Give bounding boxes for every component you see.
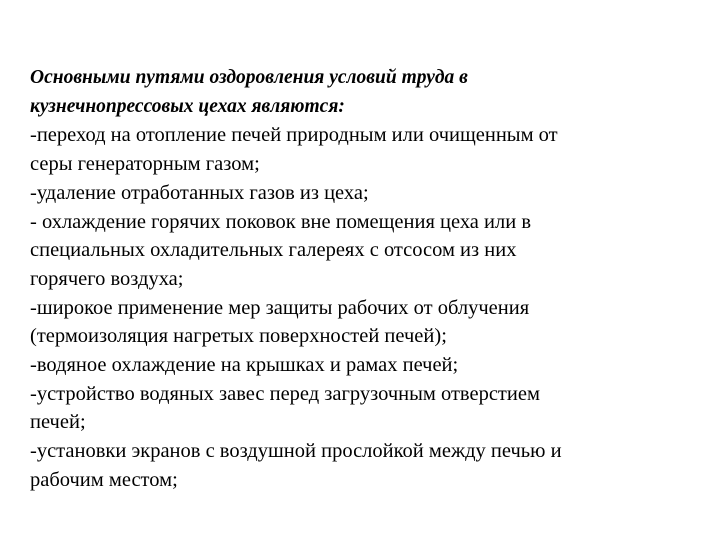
list-item-line: -установки экранов с воздушной прослойкой между печью и <box>30 440 562 463</box>
measures-list <box>30 121 700 494</box>
list-item-line: специальных охладительных галереях с отсосом из них <box>30 239 517 262</box>
list-item-line: горячего воздуха; <box>30 267 184 290</box>
list-item-line: (термоизоляция нагретых поверхностей печей); <box>30 325 447 348</box>
list-item-line: -удаление отработанных газов из цеха; <box>30 181 369 204</box>
list-item <box>30 351 700 380</box>
slide-heading <box>30 64 700 121</box>
list-item <box>30 121 700 178</box>
list-item-line: -устройство водяных завес перед загрузочным отверстием <box>30 382 540 405</box>
heading-line: Основными путями оздоровления условий труда в <box>30 67 468 88</box>
list-item <box>30 208 700 294</box>
list-item-line: серы генераторным газом; <box>30 153 260 176</box>
list-item <box>30 179 700 208</box>
list-item <box>30 380 700 437</box>
list-item-line: -широкое применение мер защиты рабочих от облучения <box>30 296 530 319</box>
heading-line: кузнечнопрессовых цехах являются: <box>30 95 345 117</box>
list-item-line: -переход на отопление печей природным или очищенным от <box>30 124 558 147</box>
slide-content <box>30 64 700 495</box>
list-item-line: рабочим местом; <box>30 468 178 491</box>
list-item <box>30 294 700 351</box>
list-item <box>30 437 700 494</box>
list-item-line: -водяное охлаждение на крышках и рамах печей; <box>30 354 459 377</box>
list-item-line: печей; <box>30 411 86 434</box>
list-item-line: - охлаждение горячих поковок вне помещения цеха или в <box>30 210 532 233</box>
